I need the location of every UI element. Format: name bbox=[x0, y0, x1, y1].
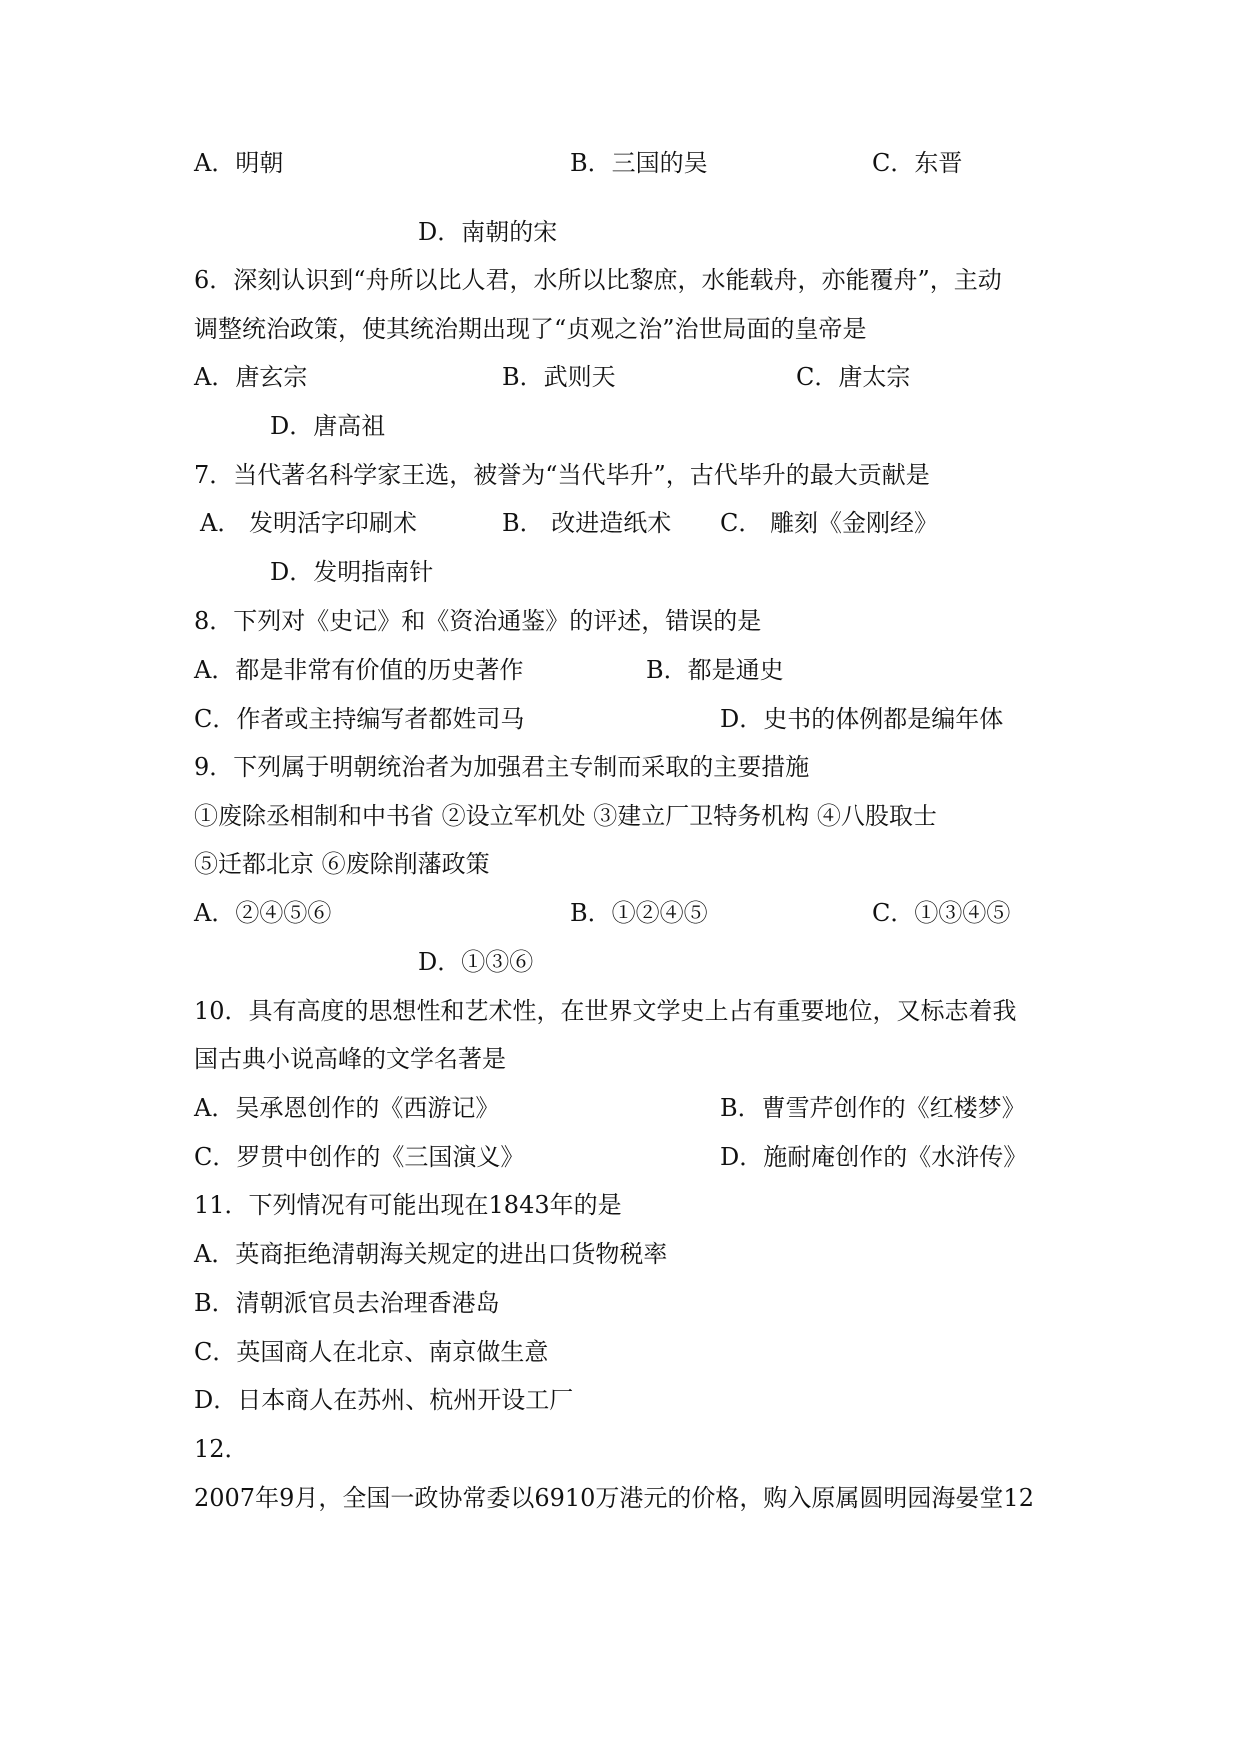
q7-option-b: B． 改进造纸术 bbox=[502, 509, 672, 537]
q6-option-c: C．唐太宗 bbox=[796, 363, 911, 391]
q10-option-b: B．曹雪芹创作的《红楼梦》 bbox=[720, 1094, 1026, 1122]
q9-option-d: D．①③⑥ bbox=[418, 948, 534, 976]
q11-option-b: B．清朝派官员去治理香港岛 bbox=[194, 1289, 500, 1317]
q6-option-d: D．唐高祖 bbox=[270, 412, 386, 440]
q8-stem: 8．下列对《史记》和《资治通鉴》的评述，错误的是 bbox=[194, 607, 762, 635]
q7-option-a: A． 发明活字印刷术 bbox=[200, 509, 417, 537]
q9-items-line1: ①废除丞相制和中书省 ②设立军机处 ③建立厂卫特务机构 ④八股取士 bbox=[194, 802, 937, 830]
q10-option-d: D．施耐庵创作的《水浒传》 bbox=[720, 1143, 1028, 1171]
q12-stem-line1: 2007年9月，全国一政协常委以6910万港元的价格，购入原属圆明园海晏堂12 bbox=[194, 1484, 1034, 1512]
q6-option-a: A．唐玄宗 bbox=[194, 363, 308, 391]
q11-option-a: A．英商拒绝清朝海关规定的进出口货物税率 bbox=[194, 1240, 668, 1268]
q10-option-a: A．吴承恩创作的《西游记》 bbox=[194, 1094, 500, 1122]
q10-option-c: C．罗贯中创作的《三国演义》 bbox=[194, 1143, 525, 1171]
q5-option-a: A．明朝 bbox=[194, 149, 284, 177]
q9-items-line2: ⑤迁都北京 ⑥废除削藩政策 bbox=[194, 850, 490, 878]
q9-option-c: C．①③④⑤ bbox=[872, 899, 1011, 927]
q8-option-c: C．作者或主持编写者都姓司马 bbox=[194, 705, 525, 733]
q5-option-c: C．东晋 bbox=[872, 149, 963, 177]
q11-option-d: D．日本商人在苏州、杭州开设工厂 bbox=[194, 1386, 574, 1414]
q9-option-a: A．②④⑤⑥ bbox=[194, 899, 332, 927]
q11-option-c: C．英国商人在北京、南京做生意 bbox=[194, 1338, 549, 1366]
q9-stem: 9．下列属于明朝统治者为加强君主专制而采取的主要措施 bbox=[194, 753, 810, 781]
q8-option-d: D．史书的体例都是编年体 bbox=[720, 705, 1004, 733]
q7-option-d: D．发明指南针 bbox=[270, 558, 434, 586]
q9-option-b: B．①②④⑤ bbox=[570, 899, 708, 927]
q6-stem-line2: 调整统治政策，使其统治期出现了“贞观之治”治世局面的皇帝是 bbox=[194, 315, 867, 343]
q10-stem-line2: 国古典小说高峰的文学名著是 bbox=[194, 1045, 506, 1073]
q7-option-c: C． 雕刻《金刚经》 bbox=[720, 509, 938, 537]
q5-option-b: B．三国的吴 bbox=[570, 149, 708, 177]
q10-stem-line1: 10．具有高度的思想性和艺术性，在世界文学史上占有重要地位，又标志着我 bbox=[194, 997, 1017, 1025]
q5-option-d: D．南朝的宋 bbox=[418, 218, 558, 246]
q8-option-a: A．都是非常有价值的历史著作 bbox=[194, 656, 524, 684]
q11-stem: 11．下列情况有可能出现在1843年的是 bbox=[194, 1191, 622, 1219]
q6-option-b: B．武则天 bbox=[502, 363, 616, 391]
q8-option-b: B．都是通史 bbox=[646, 656, 784, 684]
q6-stem-line1: 6．深刻认识到“舟所以比人君，水所以比黎庶，水能载舟，亦能覆舟”，主动 bbox=[194, 266, 1002, 294]
q12-number: 12． bbox=[194, 1435, 249, 1463]
q7-stem: 7．当代著名科学家王选，被誉为“当代毕升”，古代毕升的最大贡献是 bbox=[194, 461, 930, 489]
